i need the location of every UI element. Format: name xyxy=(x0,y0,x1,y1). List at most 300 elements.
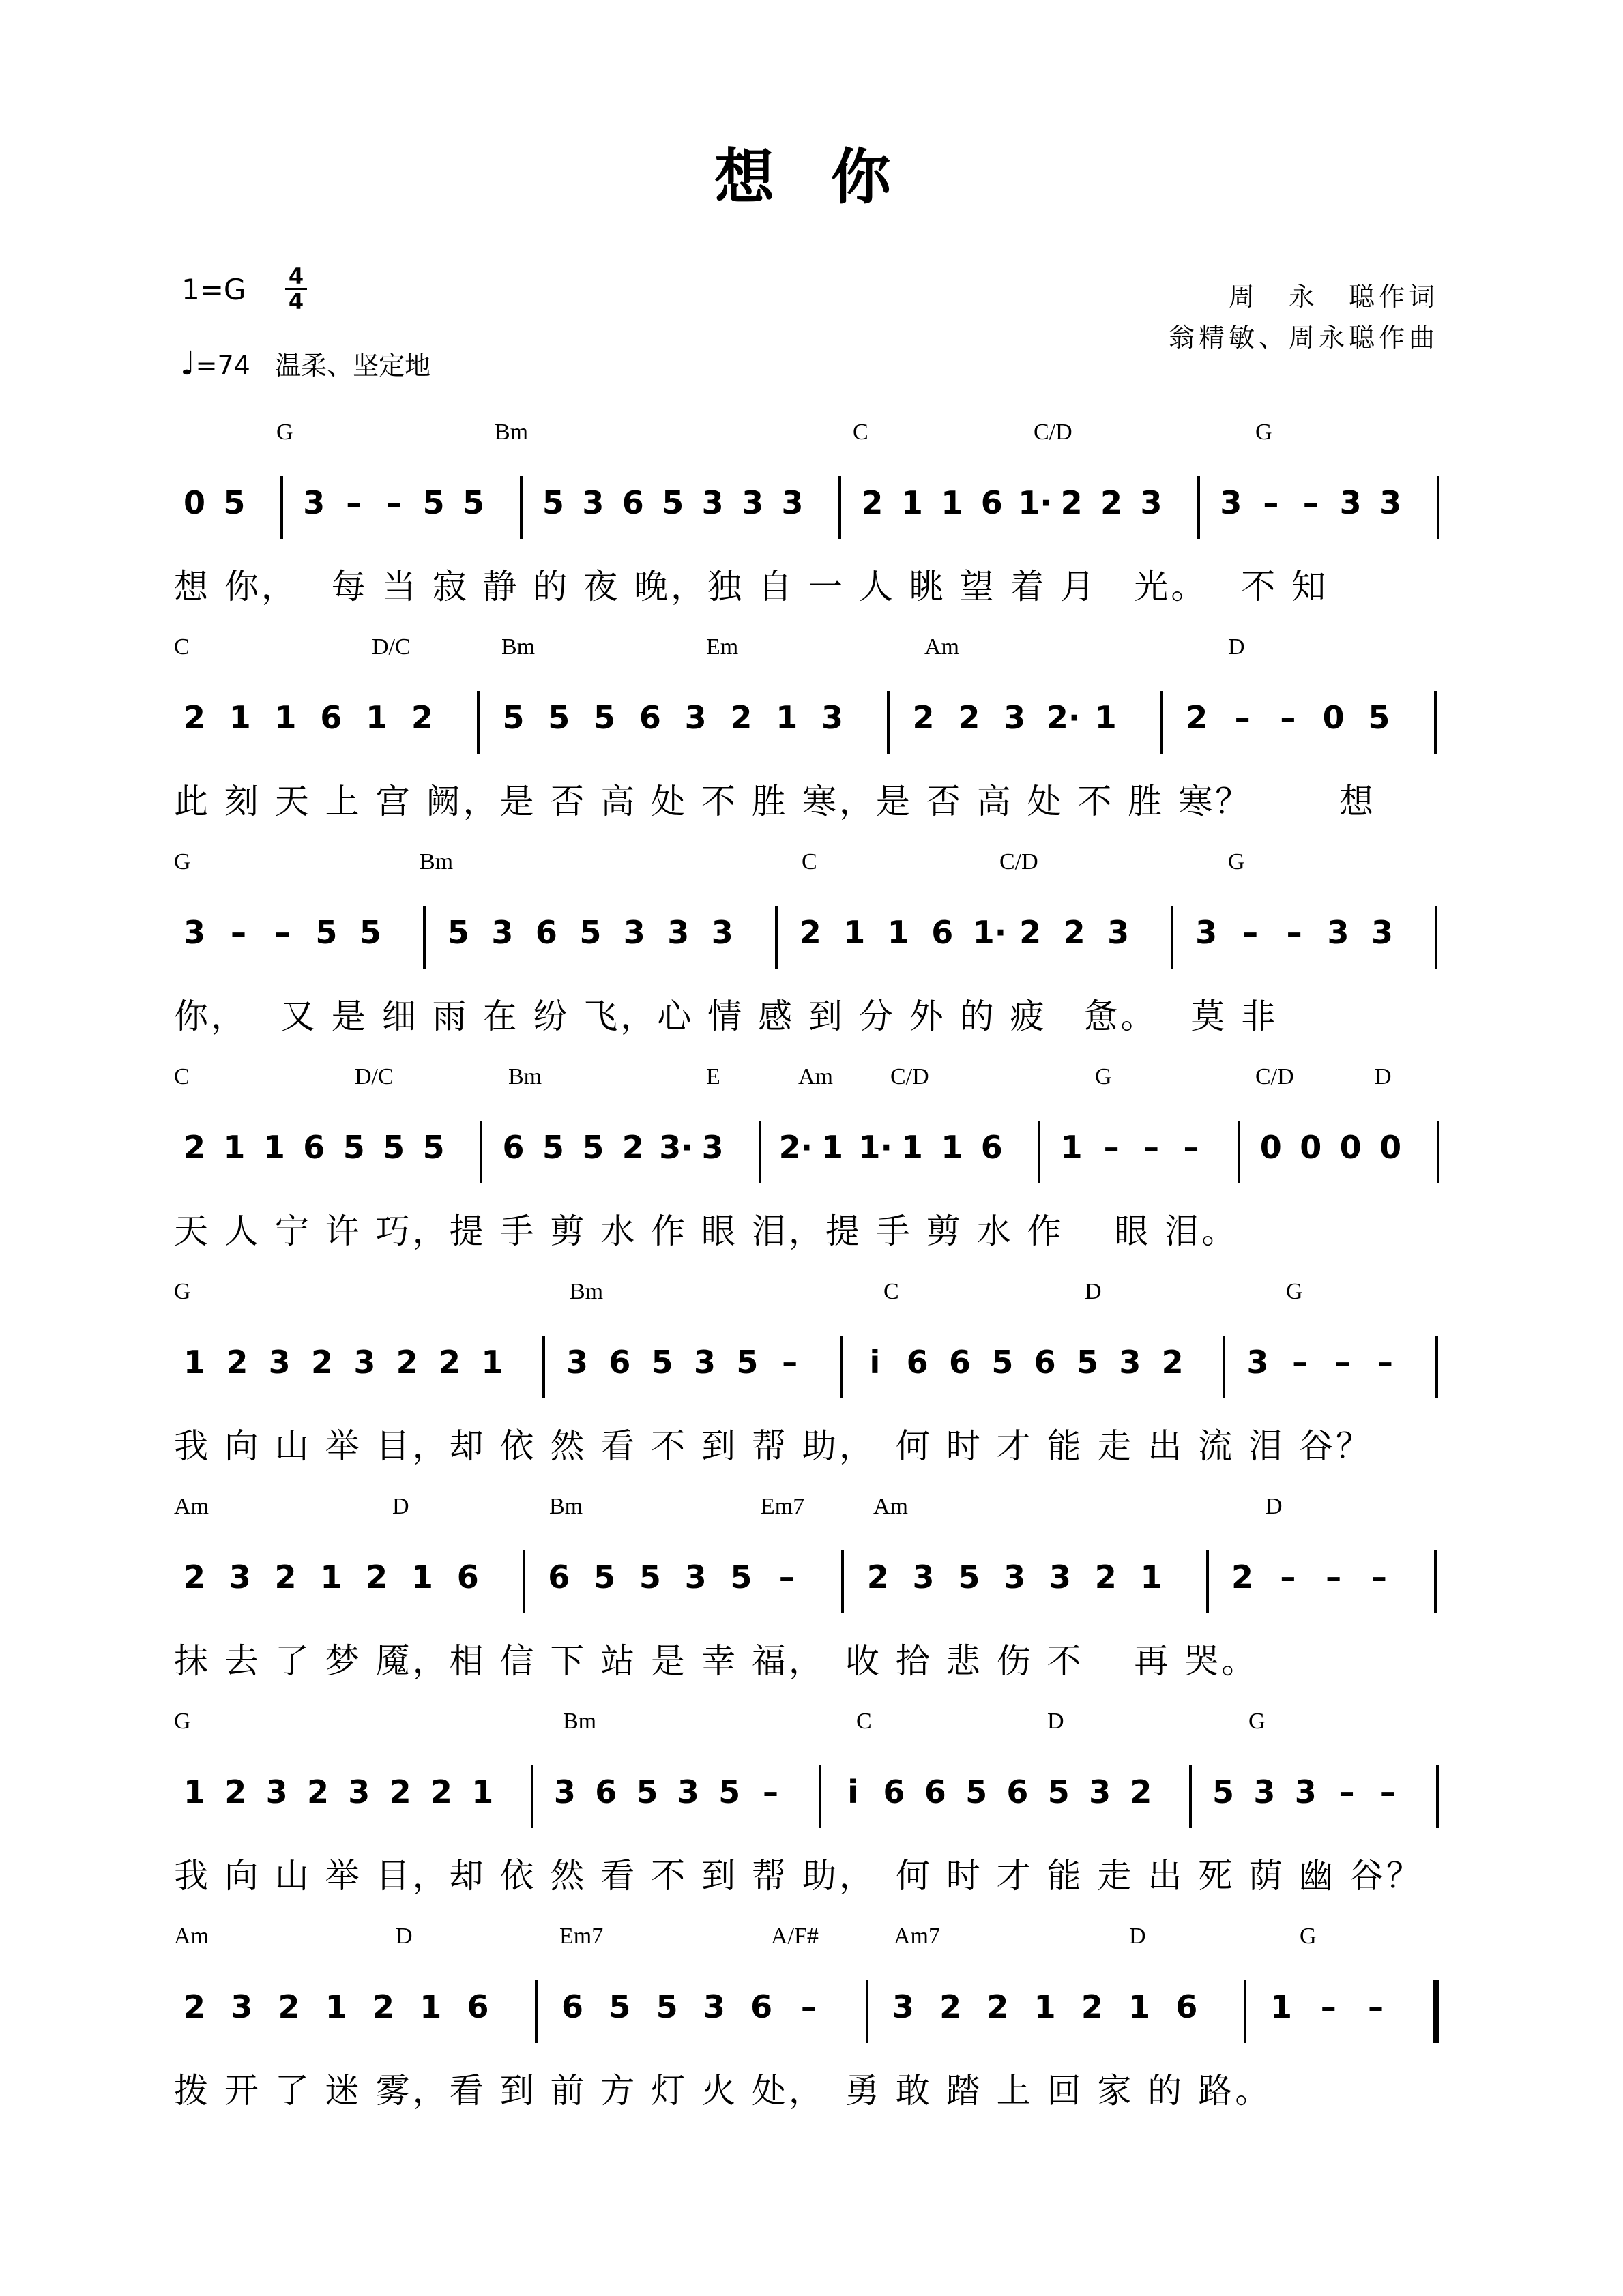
note: 1 xyxy=(366,699,388,736)
chord-symbol: C xyxy=(802,849,817,874)
note: 2 xyxy=(1130,1773,1152,1810)
note: 5 xyxy=(656,1988,678,2025)
note: 1· xyxy=(858,1129,892,1166)
note: 0 xyxy=(1379,1129,1402,1166)
note: 6 xyxy=(303,1129,325,1166)
note: 2 xyxy=(939,1988,962,2025)
chord-symbol: A/F# xyxy=(771,1924,819,1949)
note: – xyxy=(1334,1344,1351,1381)
barline xyxy=(759,1121,761,1183)
jianpu-notes xyxy=(174,1344,1463,1398)
note: 3 xyxy=(1339,484,1362,521)
chord-symbol: Am xyxy=(924,634,959,660)
note: 0 xyxy=(1259,1129,1282,1166)
note: 3 xyxy=(912,1559,935,1595)
note: 2 xyxy=(183,1559,205,1595)
chord-symbol: D/C xyxy=(372,634,411,660)
note: 1 xyxy=(274,699,297,736)
note: 3 xyxy=(1004,699,1026,736)
note: 3 xyxy=(701,1129,724,1166)
note: – xyxy=(230,914,246,951)
chord-symbol: D xyxy=(1375,1064,1392,1089)
note: 6 xyxy=(561,1988,584,2025)
note: 3 xyxy=(623,914,645,951)
note: – xyxy=(1339,1773,1355,1810)
chord-symbol: D xyxy=(1047,1709,1064,1734)
chord-symbol: Em7 xyxy=(761,1494,805,1519)
note: 0 xyxy=(183,484,205,521)
note: 1 xyxy=(1140,1559,1163,1595)
note: 2 xyxy=(430,1773,452,1810)
chord-symbol: C xyxy=(856,1709,872,1734)
note: 1 xyxy=(229,699,251,736)
chord-symbol: G xyxy=(1248,1709,1266,1734)
note: 1 xyxy=(776,699,798,736)
note: – xyxy=(782,1344,798,1381)
jianpu-notes xyxy=(174,914,1463,969)
note: 5 xyxy=(991,1344,1014,1381)
note: 3 xyxy=(1089,1773,1111,1810)
note: 2 xyxy=(183,1129,205,1166)
note: 1 xyxy=(887,914,909,951)
jianpu-notes xyxy=(174,699,1463,754)
note: 2 xyxy=(278,1988,300,2025)
barline xyxy=(1437,476,1439,539)
lyrics-line: 想 你， 每 当 寂 静 的 夜 晚，独 自 一 人 眺 望 着 月 光。 不 知 xyxy=(174,567,1329,606)
barline xyxy=(887,691,890,754)
note: 5 xyxy=(548,699,570,736)
chord-symbol: C/D xyxy=(1255,1064,1294,1089)
note: 3 xyxy=(781,484,804,521)
note: 6 xyxy=(456,1559,479,1595)
chord-symbol: Bm xyxy=(495,420,529,445)
note: 5 xyxy=(447,914,469,951)
jianpu-notes xyxy=(174,1559,1463,1613)
note: – xyxy=(1280,1559,1296,1595)
chord-symbol: Em7 xyxy=(559,1924,604,1949)
note: 5 xyxy=(730,1559,752,1595)
jianpu-notes xyxy=(174,484,1463,539)
chord-symbol: D xyxy=(396,1924,413,1949)
tempo-expression: 温柔、坚定地 xyxy=(275,351,431,381)
note: 5 xyxy=(718,1773,741,1810)
jianpu-notes xyxy=(174,1129,1463,1183)
chord-row xyxy=(174,1709,1463,1743)
note: 5 xyxy=(542,1129,564,1166)
note: 2 xyxy=(366,1559,388,1595)
barline xyxy=(531,1765,533,1828)
chord-row xyxy=(174,1064,1463,1098)
note: – xyxy=(1320,1988,1336,2025)
note: 3 xyxy=(303,484,325,521)
note: 6 xyxy=(320,699,342,736)
note: 3 xyxy=(667,914,690,951)
chord-row xyxy=(174,420,1463,454)
note: 2 xyxy=(306,1773,329,1810)
note: 2 xyxy=(912,699,935,736)
note: 2 xyxy=(866,1559,889,1595)
barline xyxy=(866,1980,868,2043)
note: 3 xyxy=(1253,1773,1276,1810)
note: 6 xyxy=(502,1129,525,1166)
barline xyxy=(819,1765,821,1828)
barline xyxy=(1223,1336,1225,1398)
note: 3 xyxy=(566,1344,588,1381)
note: 2 xyxy=(372,1988,395,2025)
note: 2 xyxy=(1161,1344,1184,1381)
note: 5 xyxy=(223,484,246,521)
note: 5 xyxy=(965,1773,988,1810)
barline xyxy=(1160,691,1163,754)
note: – xyxy=(1367,1988,1384,2025)
note: 5 xyxy=(594,699,616,736)
jianpu-notes xyxy=(174,1773,1463,1828)
note: – xyxy=(1143,1129,1159,1166)
note: – xyxy=(1371,1559,1387,1595)
chord-symbol: C/D xyxy=(1034,420,1072,445)
chord-symbol: G xyxy=(1095,1064,1112,1089)
lyrics-line: 此 刻 天 上 宫 阙，是 否 高 处 不 胜 寒，是 否 高 处 不 胜 寒？ 想 xyxy=(174,782,1377,821)
note: 5 xyxy=(542,484,564,521)
note: 3 xyxy=(711,914,733,951)
note: i xyxy=(847,1773,859,1810)
note: 1 xyxy=(263,1129,285,1166)
note: 2 xyxy=(183,1988,205,2025)
note: 5 xyxy=(609,1988,631,2025)
note: 2 xyxy=(861,484,883,521)
barline xyxy=(280,476,283,539)
note: 3 xyxy=(1294,1773,1317,1810)
note: – xyxy=(1263,484,1279,521)
note: 1 xyxy=(420,1988,442,2025)
song-title: 想 你 xyxy=(714,142,909,212)
note: 3 xyxy=(1371,914,1394,951)
lyricist-credit: 周 永 聪作词 xyxy=(1228,282,1439,312)
chord-symbol: G xyxy=(174,849,191,874)
note: 6 xyxy=(467,1988,489,2025)
barline xyxy=(775,906,778,969)
composer-credit: 翁精敏、周永聪作曲 xyxy=(1168,323,1439,353)
note: 1 xyxy=(1034,1988,1056,2025)
note: 3 xyxy=(353,1344,376,1381)
note: 2 xyxy=(183,699,205,736)
note: – xyxy=(800,1988,817,2025)
note: 6 xyxy=(1034,1344,1056,1381)
note: – xyxy=(1183,1129,1199,1166)
note: 5 xyxy=(422,1129,445,1166)
note: 1 xyxy=(471,1773,494,1810)
note: 5 xyxy=(463,484,485,521)
chord-symbol: G xyxy=(276,420,293,445)
barline xyxy=(1171,906,1173,969)
note: 5 xyxy=(342,1129,365,1166)
chord-symbol: Bm xyxy=(420,849,454,874)
note: 1 xyxy=(223,1129,246,1166)
note: 3 xyxy=(1140,484,1163,521)
barline xyxy=(1435,1336,1438,1398)
chord-symbol: D xyxy=(1228,634,1245,660)
lyrics-line: 我 向 山 举 目，却 依 然 看 不 到 帮 助， 何 时 才 能 走 出 死 荫 幽 谷？ xyxy=(174,1856,1423,1896)
note: 6 xyxy=(924,1773,946,1810)
note: 2 xyxy=(274,1559,297,1595)
note: 2 xyxy=(1063,914,1085,951)
chord-symbol: E xyxy=(706,1064,720,1089)
note: 2 xyxy=(622,1129,644,1166)
note: 5 xyxy=(1212,1773,1235,1810)
note: – xyxy=(1292,1344,1308,1381)
chord-symbol: D xyxy=(392,1494,409,1519)
chord-symbol: Em xyxy=(706,634,739,660)
note: 3 xyxy=(684,699,707,736)
note: 2 xyxy=(226,1344,248,1381)
note: 3 xyxy=(1004,1559,1026,1595)
note: 3 xyxy=(229,1559,251,1595)
note: 2 xyxy=(799,914,821,951)
note: – xyxy=(1379,1773,1396,1810)
note: – xyxy=(346,484,362,521)
note: 2· xyxy=(1046,699,1081,736)
time-signature-denominator: 4 xyxy=(288,289,304,314)
barline xyxy=(1434,691,1437,754)
note: 1 xyxy=(183,1344,205,1381)
note: 5 xyxy=(579,914,602,951)
note: 5 xyxy=(639,1559,661,1595)
note: 2 xyxy=(1100,484,1123,521)
note: – xyxy=(1234,699,1251,736)
note: 3 xyxy=(348,1773,370,1810)
barline xyxy=(423,906,426,969)
note: 6 xyxy=(883,1773,905,1810)
quarter-note-icon: ♩ xyxy=(180,344,196,383)
chord-symbol: C xyxy=(174,1064,190,1089)
note: 1 xyxy=(1094,699,1117,736)
note: 3 xyxy=(1049,1559,1071,1595)
note: 5 xyxy=(1368,699,1390,736)
note: 3 xyxy=(1107,914,1130,951)
note: 6 xyxy=(980,484,1003,521)
chord-symbol: Am7 xyxy=(894,1924,940,1949)
note: 3 xyxy=(1327,914,1349,951)
barline xyxy=(520,476,523,539)
barline xyxy=(1435,906,1437,969)
note: 5 xyxy=(502,699,525,736)
barline xyxy=(535,1980,538,2043)
note: 6 xyxy=(548,1559,570,1595)
barline xyxy=(1197,476,1200,539)
note: 2 xyxy=(411,699,433,736)
note: 1 xyxy=(941,1129,963,1166)
note: 3 xyxy=(553,1773,576,1810)
chord-symbol: G xyxy=(174,1709,191,1734)
note: 5 xyxy=(359,914,381,951)
note: 3 xyxy=(684,1559,707,1595)
note: 1 xyxy=(821,1129,843,1166)
note: 5 xyxy=(662,484,684,521)
tempo-marking xyxy=(180,344,430,383)
note: 2 xyxy=(986,1988,1009,2025)
lyrics-line: 拨 开 了 迷 雾，看 到 前 方 灯 火 处， 勇 敢 踏 上 回 家 的 路。 xyxy=(174,2071,1272,2110)
note: – xyxy=(1377,1344,1393,1381)
lyrics-line: 我 向 山 举 目，却 依 然 看 不 到 帮 助， 何 时 才 能 走 出 流 泪 谷？ xyxy=(174,1426,1373,1466)
note: 0 xyxy=(1322,699,1345,736)
note: 2 xyxy=(958,699,980,736)
lyrics-line: 抹 去 了 梦 魇，相 信 下 站 是 幸 福， 收 拾 悲 伤 不 再 哭。 xyxy=(174,1641,1259,1681)
note: – xyxy=(763,1773,779,1810)
chord-symbol: G xyxy=(1228,849,1245,874)
note: 5 xyxy=(1047,1773,1070,1810)
chord-symbol: Bm xyxy=(549,1494,583,1519)
barline xyxy=(523,1550,525,1613)
chord-symbol: C/D xyxy=(999,849,1038,874)
note: 3 xyxy=(742,484,764,521)
barline xyxy=(841,1550,844,1613)
lyrics-line: 你， 又 是 细 雨 在 纷 飞，心 情 感 到 分 外 的 疲 惫。 莫 非 xyxy=(174,997,1278,1036)
note: 3 xyxy=(265,1773,288,1810)
note: 2 xyxy=(389,1773,411,1810)
barline xyxy=(1244,1980,1246,2043)
note: 1 xyxy=(901,1129,923,1166)
note: 1· xyxy=(1018,484,1052,521)
final-barline xyxy=(1433,1980,1439,2043)
barline xyxy=(480,1121,482,1183)
note: 5 xyxy=(383,1129,405,1166)
note: – xyxy=(778,1559,795,1595)
note: 6 xyxy=(1175,1988,1198,2025)
note: 3 xyxy=(693,1344,716,1381)
barline xyxy=(1436,1765,1439,1828)
note: 3· xyxy=(659,1129,693,1166)
note: 2 xyxy=(1094,1559,1117,1595)
note: 5 xyxy=(736,1344,759,1381)
note: 5 xyxy=(958,1559,980,1595)
note: 6 xyxy=(639,699,661,736)
note: 3 xyxy=(491,914,514,951)
note: 6 xyxy=(609,1344,631,1381)
tempo-value: =74 xyxy=(195,351,250,381)
chord-row xyxy=(174,849,1463,883)
note: 3 xyxy=(582,484,604,521)
chord-symbol: Am xyxy=(798,1064,833,1089)
barline xyxy=(1434,1550,1437,1613)
chord-row xyxy=(174,1279,1463,1313)
note: 3 xyxy=(677,1773,699,1810)
barline xyxy=(1189,1765,1192,1828)
note: 5 xyxy=(422,484,445,521)
chord-symbol: G xyxy=(1300,1924,1317,1949)
note: 6 xyxy=(750,1988,773,2025)
note: 3 xyxy=(892,1988,914,2025)
note: 6 xyxy=(595,1773,617,1810)
note: 6 xyxy=(535,914,557,951)
note: – xyxy=(274,914,291,951)
note: 2 xyxy=(730,699,752,736)
note: 1 xyxy=(411,1559,433,1595)
chord-symbol: Bm xyxy=(508,1064,542,1089)
credits xyxy=(1169,276,1439,358)
note: 5 xyxy=(651,1344,673,1381)
note: 3 xyxy=(1379,484,1402,521)
jianpu-notes xyxy=(174,1988,1463,2043)
key-signature: 1=G xyxy=(181,273,246,306)
note: 2 xyxy=(438,1344,460,1381)
note: 2 xyxy=(1186,699,1208,736)
chord-symbol: C xyxy=(174,634,190,660)
barline xyxy=(840,1336,843,1398)
time-signature-numerator: 4 xyxy=(288,263,304,289)
barline xyxy=(838,476,841,539)
note: 5 xyxy=(582,1129,604,1166)
chord-row xyxy=(174,634,1463,668)
note: 3 xyxy=(701,484,724,521)
note: 1· xyxy=(972,914,1007,951)
note: – xyxy=(1242,914,1259,951)
note: 3 xyxy=(268,1344,291,1381)
barline xyxy=(542,1336,545,1398)
note: 2 xyxy=(1231,1559,1254,1595)
chord-symbol: G xyxy=(1286,1279,1303,1304)
note: 1 xyxy=(901,484,923,521)
note: 1 xyxy=(843,914,866,951)
note: 1 xyxy=(183,1773,205,1810)
note: 0 xyxy=(1339,1129,1362,1166)
note: 2 xyxy=(1081,1988,1103,2025)
barline xyxy=(1038,1121,1040,1183)
note: 1 xyxy=(1060,1129,1083,1166)
note: 5 xyxy=(315,914,338,951)
note: 6 xyxy=(1006,1773,1029,1810)
chord-symbol: Am xyxy=(174,1494,209,1519)
note: 6 xyxy=(948,1344,971,1381)
note: 3 xyxy=(1195,914,1218,951)
chord-symbol: D xyxy=(1266,1494,1283,1519)
time-signature xyxy=(282,265,310,313)
barline xyxy=(1238,1121,1240,1183)
chord-symbol: G xyxy=(174,1279,191,1304)
note: 2 xyxy=(310,1344,333,1381)
note: – xyxy=(1286,914,1302,951)
note: 2 xyxy=(1060,484,1083,521)
note: 5 xyxy=(594,1559,616,1595)
chord-symbol: Am xyxy=(174,1924,209,1949)
note: 6 xyxy=(622,484,644,521)
note: – xyxy=(1326,1559,1342,1595)
note: 1 xyxy=(941,484,963,521)
note: 1 xyxy=(325,1988,347,2025)
note: 3 xyxy=(821,699,843,736)
note: 5 xyxy=(636,1773,658,1810)
note: 3 xyxy=(1119,1344,1141,1381)
note: – xyxy=(385,484,402,521)
chord-row xyxy=(174,1494,1463,1528)
barline xyxy=(477,691,480,754)
note: 1 xyxy=(1128,1988,1151,2025)
note: 2 xyxy=(396,1344,418,1381)
barline xyxy=(1206,1550,1209,1613)
note: – xyxy=(1103,1129,1120,1166)
note: 5 xyxy=(1076,1344,1098,1381)
chord-symbol: Bm xyxy=(563,1709,597,1734)
note: – xyxy=(1280,699,1296,736)
note: 1 xyxy=(481,1344,503,1381)
note: 6 xyxy=(980,1129,1003,1166)
note: 2 xyxy=(1019,914,1042,951)
note: 2 xyxy=(224,1773,247,1810)
chord-symbol: D xyxy=(1085,1279,1102,1304)
chord-symbol: C xyxy=(853,420,868,445)
chord-symbol: G xyxy=(1255,420,1272,445)
note: 2· xyxy=(778,1129,813,1166)
note: 3 xyxy=(183,914,205,951)
